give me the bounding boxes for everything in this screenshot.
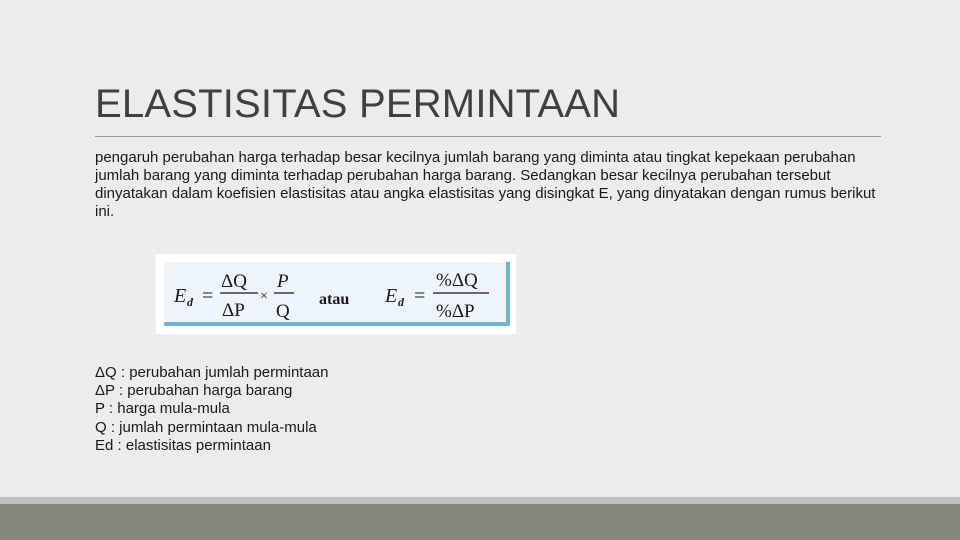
- numerator-pct-delta-q: %ΔQ: [436, 270, 478, 291]
- slide-title: ELASTISITAS PERMINTAAN: [95, 82, 621, 126]
- formula-panel: [164, 262, 510, 326]
- definition-item: Q : jumlah permintaan mula-mula: [95, 418, 317, 436]
- numerator-delta-q: ΔQ: [221, 271, 247, 292]
- numerator-p: P: [277, 271, 289, 292]
- footer-bar: [0, 504, 960, 540]
- formula-image: [156, 254, 516, 334]
- denominator-pct-delta-p: %ΔP: [436, 301, 475, 322]
- definitions-list: [95, 364, 329, 455]
- denominator-q: Q: [276, 301, 290, 322]
- ed-subscript-1: d: [187, 295, 193, 309]
- ed-symbol-2: E: [385, 285, 398, 307]
- atau-label: atau: [319, 291, 350, 308]
- formula-svg: [164, 262, 510, 326]
- ed-subscript-2: d: [398, 295, 404, 309]
- definition-item: Ed : elastisitas permintaan: [95, 436, 271, 454]
- ed-symbol-1: E: [174, 285, 187, 307]
- footer-strip: [0, 497, 960, 504]
- denominator-delta-p: ΔP: [222, 300, 245, 321]
- equals-sign-1: =: [202, 285, 214, 307]
- body-paragraph: pengaruh perubahan harga terhadap besar kecilnya jumlah barang yang diminta atau tingkat kepekaan perubahan jumlah barang yang diminta terhadap perubahan harga barang. Sedangkan besar kecilnya perubahan tersebut dinyatakan dalam koefisien elastisitas atau angka elastisitas yang disingkat E, yang dinyatakan dengan rumus berikut ini.: [95, 149, 876, 220]
- definition-item: ΔQ : perubahan jumlah permintaan: [95, 364, 329, 381]
- times-sign: ×: [260, 289, 268, 304]
- title-divider: [95, 136, 881, 137]
- definition-item: P : harga mula-mula: [95, 400, 230, 418]
- equals-sign-2: =: [414, 285, 426, 307]
- definition-item: ΔP : perubahan harga barang: [95, 382, 293, 400]
